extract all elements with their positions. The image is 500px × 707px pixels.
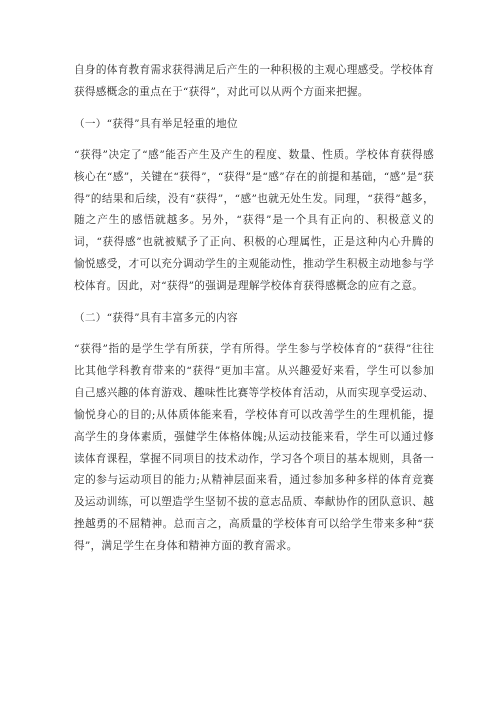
section-1-paragraph: “获得”决定了“感”能否产生及产生的程度、数量、性质。学校体育获得感核心在“感”，关键在“获得”，“获得”是“感”存在的前提和基础，“感”是“获得”的结果和后续，没有“获得”，“感”也就无处生发。同理，“获得”越多，随之产生的感悟就越多。另外，“获得”是一个具有正向的、积极意义的词，“获得感”也就被赋予了正向、积极的心理属性，正是这种内心升腾的愉悦感受，才可以充分调动学生的主观能动性，推动学生积极主动地参与学校体育。因此，对“获得”的强调是理解学校体育获得感概念的应有之意。 bbox=[74, 148, 434, 293]
section-2-paragraph: “获得”指的是学生学有所获，学有所得。学生参与学校体育的“获得”往往比其他学科教育带来的“获得”更加丰富。从兴趣爱好来看，学生可以参加自己感兴趣的体育游戏、趣味性比赛等学校体育活动，从而实现享受运动、愉悦身心的目的;从体质体能来看，学校体育可以改善学生的生理机能，提高学生的身体素质，强健学生体格体魄;从运动技能来看，学生可以通过修读体育课程，掌握不同项目的技术动作，学习各个项目的基本规则，具备一定的参与运动项目的能力;从精神层面来看，通过参加多种多样的体育竞赛及运动训练，可以塑造学生坚韧不拔的意志品质、奉献协作的团队意识、越挫越勇的不屈精神。总而言之，高质量的学校体育可以给学生带来多种“获得”，满足学生在身体和精神方面的教育需求。 bbox=[74, 342, 434, 553]
section-1-heading: （一）“获得”具有举足轻重的地位 bbox=[74, 117, 238, 130]
section-2-heading: （二）“获得”具有丰富多元的内容 bbox=[74, 312, 238, 325]
intro-paragraph: 自身的体育教育需求获得满足后产生的一种积极的主观心理感受。学校体育获得感概念的重点在于“获得”，对此可以从两个方面来把握。 bbox=[74, 64, 434, 98]
document-body bbox=[74, 60, 434, 558]
